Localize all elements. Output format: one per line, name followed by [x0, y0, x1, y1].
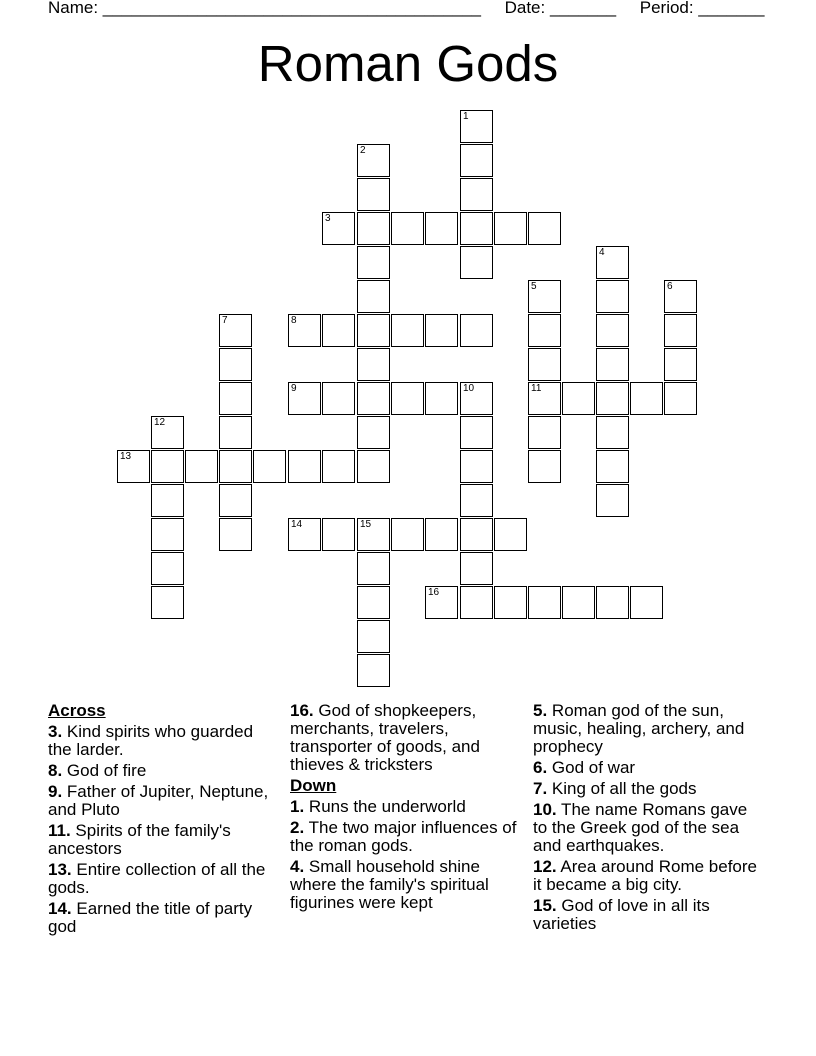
crossword-cell[interactable]: [357, 348, 390, 381]
crossword-cell[interactable]: [664, 382, 697, 415]
crossword-cell[interactable]: [596, 280, 629, 313]
clue-number: 8: [291, 315, 297, 326]
clue-item: [48, 783, 273, 819]
clue-item: [533, 801, 763, 855]
clue-text: Small household shine where the family's spiritual figurines were kept: [290, 857, 489, 912]
crossword-cell[interactable]: [460, 484, 493, 517]
clue-item: [48, 861, 273, 897]
crossword-cell[interactable]: [596, 586, 629, 619]
crossword-cell[interactable]: [630, 382, 663, 415]
crossword-cell[interactable]: [596, 246, 629, 279]
clue-text: The two major influences of the roman gods.: [290, 818, 517, 855]
clue-text: Runs the underworld: [304, 797, 466, 816]
crossword-cell[interactable]: [664, 314, 697, 347]
clue-item: [48, 822, 273, 858]
crossword-cell[interactable]: [460, 246, 493, 279]
clue-item: [290, 858, 525, 912]
clue-text: Father of Jupiter, Neptune, and Pluto: [48, 782, 269, 819]
crossword-cell[interactable]: [151, 518, 184, 551]
crossword-cell[interactable]: [322, 314, 355, 347]
crossword-cell[interactable]: [357, 144, 390, 177]
clue-item: [48, 762, 273, 780]
clue-number-label: 15.: [533, 896, 557, 915]
crossword-cell[interactable]: [151, 450, 184, 483]
crossword-cell[interactable]: [528, 212, 561, 245]
crossword-cell[interactable]: [664, 348, 697, 381]
crossword-cell[interactable]: [596, 314, 629, 347]
crossword-cell[interactable]: [425, 382, 458, 415]
crossword-cell[interactable]: [357, 416, 390, 449]
crossword-cell[interactable]: [562, 586, 595, 619]
crossword-cell[interactable]: [288, 450, 321, 483]
crossword-cell[interactable]: [460, 416, 493, 449]
clue-number: 9: [291, 383, 297, 394]
crossword-cell[interactable]: [219, 382, 252, 415]
clue-number-label: 1.: [290, 797, 305, 816]
crossword-cell[interactable]: [425, 314, 458, 347]
clue-item: [48, 900, 273, 936]
clue-text: God of fire: [62, 761, 147, 780]
clue-number-label: 7.: [533, 779, 548, 798]
clue-text: God of love in all its varieties: [533, 896, 710, 933]
clue-number-label: 13.: [48, 860, 72, 879]
clue-number: 12: [154, 417, 166, 428]
clue-number: 14: [291, 519, 303, 530]
across-heading: Across: [48, 701, 106, 720]
crossword-cell[interactable]: [596, 450, 629, 483]
crossword-cell[interactable]: [425, 586, 458, 619]
down-clue-list: [290, 798, 525, 912]
crossword-cell[interactable]: [151, 586, 184, 619]
clue-item: [533, 702, 763, 756]
crossword-cell[interactable]: [460, 110, 493, 143]
crossword-cell[interactable]: [357, 450, 390, 483]
clue-text: God of shopkeepers, merchants, travelers, transporter of goods, and thieves & tricksters: [290, 701, 480, 774]
clue-item: [533, 858, 763, 894]
crossword-cell[interactable]: [528, 586, 561, 619]
clue-number: 16: [428, 587, 440, 598]
crossword-cell[interactable]: [219, 416, 252, 449]
clue-text: The name Romans gave to the Greek god of the sea and earthquakes.: [533, 800, 748, 855]
clue-number: 11: [531, 383, 542, 394]
student-info-header: Name: ________________________________________ Date: _______ Period: _______: [48, 0, 765, 17]
crossword-cell[interactable]: [664, 280, 697, 313]
crossword-cell[interactable]: [322, 518, 355, 551]
crossword-cell[interactable]: [391, 314, 424, 347]
crossword-cell[interactable]: [253, 450, 286, 483]
crossword-cell[interactable]: [562, 382, 595, 415]
crossword-cell[interactable]: [322, 450, 355, 483]
clue-number-label: 12.: [533, 857, 557, 876]
clue-text: Earned the title of party god: [48, 899, 253, 936]
clue-number-label: 6.: [533, 758, 548, 777]
clue-item: [48, 723, 273, 759]
crossword-cell[interactable]: [460, 212, 493, 245]
crossword-cell[interactable]: [460, 450, 493, 483]
clue-number-label: 4.: [290, 857, 305, 876]
crossword-cell[interactable]: [117, 450, 150, 483]
clue-number: 4: [599, 247, 605, 258]
clue-number-label: 8.: [48, 761, 63, 780]
crossword-cell[interactable]: [151, 416, 184, 449]
clue-number-label: 9.: [48, 782, 63, 801]
crossword-cell[interactable]: [288, 382, 321, 415]
clue-text: God of war: [547, 758, 636, 777]
crossword-cell[interactable]: [596, 382, 629, 415]
crossword-cell[interactable]: [460, 314, 493, 347]
crossword-cell[interactable]: [391, 212, 424, 245]
crossword-cell[interactable]: [528, 314, 561, 347]
clue-number-label: 11.: [48, 821, 71, 840]
clue-text: Area around Rome before it became a big city.: [533, 857, 757, 894]
clue-number-label: 16.: [290, 701, 314, 720]
crossword-cell[interactable]: [460, 552, 493, 585]
crossword-cell[interactable]: [322, 212, 355, 245]
down-clue-list-continued: [533, 702, 763, 933]
clue-item: [533, 759, 763, 777]
crossword-cell[interactable]: [357, 518, 390, 551]
clue-number: 10: [463, 383, 475, 394]
clue-item: [290, 798, 525, 816]
clue-text: Spirits of the family's ancestors: [48, 821, 231, 858]
crossword-cell[interactable]: [494, 518, 527, 551]
crossword-cell[interactable]: [219, 518, 252, 551]
clue-item: [290, 702, 525, 774]
across-clue-list-continued: [290, 702, 525, 774]
crossword-cell[interactable]: [528, 382, 561, 415]
crossword-cell[interactable]: [528, 450, 561, 483]
clue-number: 7: [222, 315, 228, 326]
clue-number: 2: [360, 145, 366, 156]
crossword-cell[interactable]: [151, 484, 184, 517]
crossword-cell[interactable]: [219, 314, 252, 347]
clue-number: 1: [463, 111, 469, 122]
clue-item: [533, 897, 763, 933]
clue-text: King of all the gods: [547, 779, 697, 798]
page-title: Roman Gods: [257, 35, 559, 92]
crossword-cell[interactable]: [357, 314, 390, 347]
crossword-cell[interactable]: [357, 212, 390, 245]
clue-number-label: 14.: [48, 899, 72, 918]
crossword-cell[interactable]: [630, 586, 663, 619]
clue-number: 5: [531, 281, 537, 292]
clue-text: Entire collection of all the gods.: [48, 860, 266, 897]
crossword-cell[interactable]: [528, 280, 561, 313]
crossword-cell[interactable]: [460, 144, 493, 177]
crossword-cell[interactable]: [596, 348, 629, 381]
crossword-cell[interactable]: [322, 382, 355, 415]
clue-text: Kind spirits who guarded the larder.: [48, 722, 254, 759]
clues-column-1: [48, 702, 273, 939]
clue-number-label: 10.: [533, 800, 557, 819]
crossword-cell[interactable]: [357, 586, 390, 619]
crossword-cell[interactable]: [391, 518, 424, 551]
crossword-cell[interactable]: [357, 382, 390, 415]
clue-number: 6: [667, 281, 673, 292]
crossword-cell[interactable]: [185, 450, 218, 483]
crossword-cell[interactable]: [391, 382, 424, 415]
crossword-cell[interactable]: [151, 552, 184, 585]
crossword-cell[interactable]: [288, 314, 321, 347]
crossword-cell[interactable]: [460, 586, 493, 619]
crossword-cell[interactable]: [460, 178, 493, 211]
clues-column-3: [533, 702, 763, 936]
clue-number-label: 5.: [533, 701, 548, 720]
clue-text: Roman god of the sun, music, healing, archery, and prophecy: [533, 701, 745, 756]
crossword-cell[interactable]: [219, 450, 252, 483]
crossword-cell[interactable]: [357, 654, 390, 687]
clue-item: [533, 780, 763, 798]
crossword-cell[interactable]: [528, 348, 561, 381]
crossword-cell[interactable]: [596, 416, 629, 449]
crossword-cell[interactable]: [357, 552, 390, 585]
clue-number: 13: [120, 451, 132, 462]
crossword-cell[interactable]: [494, 212, 527, 245]
crossword-cell[interactable]: [219, 348, 252, 381]
clue-item: [290, 819, 525, 855]
crossword-cell[interactable]: [528, 416, 561, 449]
crossword-cell[interactable]: [357, 178, 390, 211]
crossword-cell[interactable]: [596, 484, 629, 517]
clue-number: 3: [325, 213, 331, 224]
crossword-cell[interactable]: [288, 518, 321, 551]
crossword-cell[interactable]: [425, 212, 458, 245]
across-clue-list: [48, 723, 273, 936]
crossword-cell[interactable]: [357, 280, 390, 313]
crossword-cell[interactable]: [357, 620, 390, 653]
clue-number-label: 3.: [48, 722, 63, 741]
clues-column-2: [290, 702, 525, 915]
crossword-cell[interactable]: [425, 518, 458, 551]
clue-number-label: 2.: [290, 818, 305, 837]
down-heading: Down: [290, 776, 337, 795]
crossword-cell[interactable]: [357, 246, 390, 279]
crossword-cell[interactable]: [219, 484, 252, 517]
crossword-cell[interactable]: [494, 586, 527, 619]
crossword-cell[interactable]: [460, 518, 493, 551]
crossword-cell[interactable]: [460, 382, 493, 415]
clue-number: 15: [360, 519, 372, 530]
